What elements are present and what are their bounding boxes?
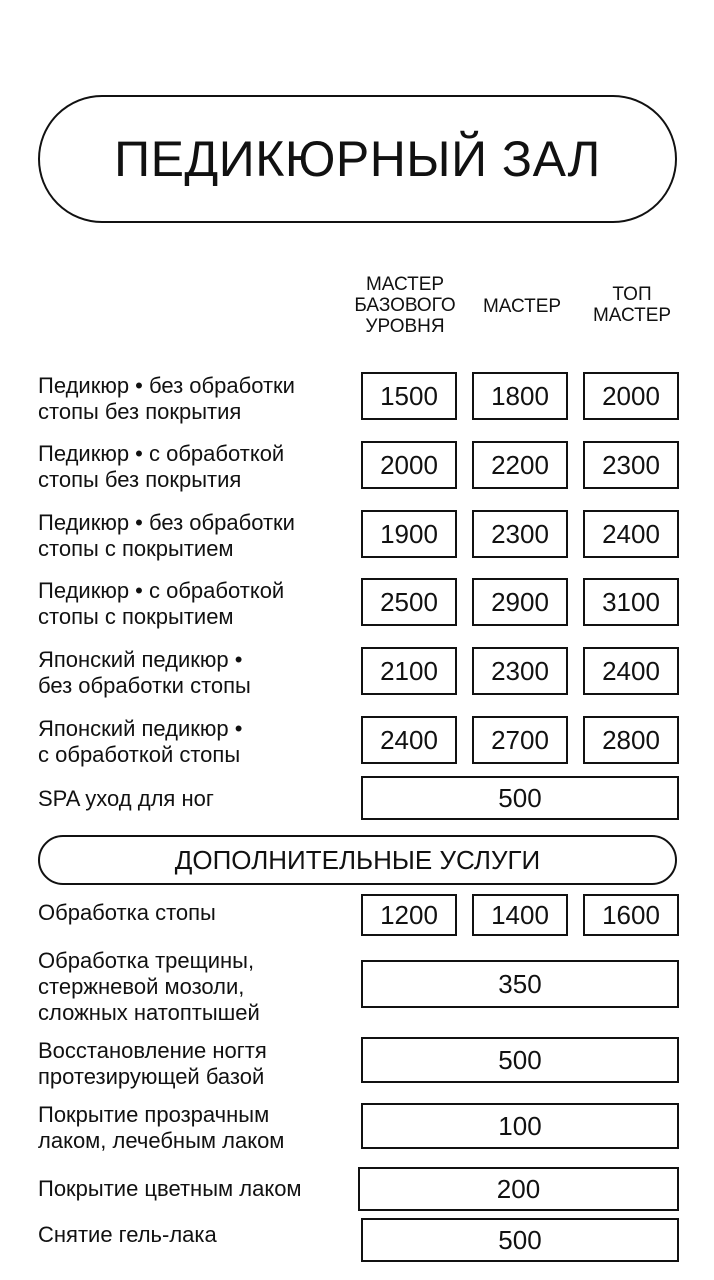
price-cell-wide: 500 (361, 1037, 679, 1083)
service-label: Восстановление ногтя протезирующей базой (38, 1038, 267, 1089)
service-label: Педикюр • с обработкой стопы с покрытием (38, 578, 285, 629)
price-cell-wide: 500 (361, 776, 679, 820)
price-cell: 2700 (472, 716, 568, 764)
service-label: Педикюр • без обработки стопы без покрытия (38, 373, 295, 424)
price-cell: 3100 (583, 578, 679, 626)
service-label: Японский педикюр • без обработки стопы (38, 647, 251, 698)
price-cell-wide: 350 (361, 960, 679, 1008)
price-cell: 1900 (361, 510, 457, 558)
service-label: Педикюр • с обработкой стопы без покрытия (38, 441, 285, 492)
price-cell: 2000 (361, 441, 457, 489)
price-cell: 2300 (583, 441, 679, 489)
price-cell: 2300 (472, 510, 568, 558)
service-label: Японский педикюр • с обработкой стопы (38, 716, 243, 767)
price-cell: 2500 (361, 578, 457, 626)
price-cell: 2000 (583, 372, 679, 420)
page-title: ПЕДИКЮРНЫЙ ЗАЛ (38, 95, 677, 223)
price-cell: 2200 (472, 441, 568, 489)
section-title-additional: ДОПОЛНИТЕЛЬНЫЕ УСЛУГИ (38, 835, 677, 885)
price-cell-wide: 500 (361, 1218, 679, 1262)
price-cell: 1200 (361, 894, 457, 936)
price-cell: 2100 (361, 647, 457, 695)
service-label: Покрытие прозрачным лаком, лечебным лаком (38, 1102, 285, 1153)
price-cell: 1800 (472, 372, 568, 420)
price-cell: 1500 (361, 372, 457, 420)
price-cell: 2300 (472, 647, 568, 695)
column-header-base-master: МАСТЕР БАЗОВОГО УРОВНЯ (354, 274, 456, 337)
price-cell: 2400 (361, 716, 457, 764)
price-cell: 1600 (583, 894, 679, 936)
service-label: SPA уход для ног (38, 786, 214, 811)
service-label: Обработка стопы (38, 900, 216, 925)
price-cell-wide: 200 (358, 1167, 679, 1211)
service-label: Обработка трещины, стержневой мозоли, сложных натоптышей (38, 948, 260, 1025)
price-cell-wide: 100 (361, 1103, 679, 1149)
price-cell: 2400 (583, 510, 679, 558)
column-header-top-master: ТОП МАСТЕР (592, 284, 672, 326)
price-cell: 1400 (472, 894, 568, 936)
price-cell: 2900 (472, 578, 568, 626)
price-cell: 2400 (583, 647, 679, 695)
service-label: Покрытие цветным лаком (38, 1176, 302, 1201)
price-cell: 2800 (583, 716, 679, 764)
service-label: Педикюр • без обработки стопы с покрытием (38, 510, 295, 561)
service-label: Снятие гель-лака (38, 1222, 217, 1247)
column-header-master: МАСТЕР (482, 296, 562, 317)
